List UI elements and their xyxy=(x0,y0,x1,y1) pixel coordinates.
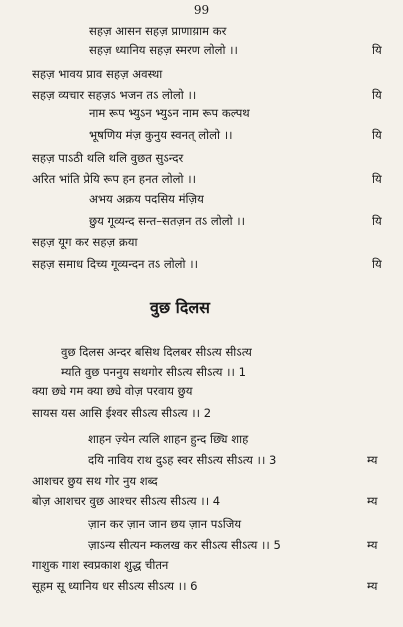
refrain-marker: म्य xyxy=(367,453,378,467)
verse-line: वुछ दिलस अन्दर बसिथ दिलबर सीऽत्य सीऽत्य xyxy=(61,345,252,359)
verse-line: ज़ान कर ज़ान जान छय ज़ान पऽजिय xyxy=(88,517,242,531)
verse-line: शाहन ज़्येन त्यलि शाहन हुन्द छ्यि शाह xyxy=(88,432,249,446)
verse-line: अरित भांति प्रेयि रूप हन हनत लोलो ।। xyxy=(32,172,196,186)
verse-line: सूहम सू ध्यानिय धर सीऽत्य सीऽत्य ।। 6 xyxy=(32,579,198,593)
section-title: वुछ दिलस xyxy=(150,298,210,317)
verse-line: सहज़ यूग कर सहज़ क्रया xyxy=(32,235,138,249)
verse-line: दयि नाविय राथ दुऽह स्वर सीऽत्य सीऽत्य ।। 3 xyxy=(88,453,277,467)
verse-line: ज़ाऽन्य सीत्यन म्कलख कर सीऽत्य सीऽत्य ।। 5 xyxy=(88,538,281,552)
refrain-marker: यि xyxy=(372,172,382,186)
verse-line: अभय अक्रय पदसिय मंज़िय xyxy=(89,192,204,206)
verse-line: नाम रूप भ्युऽन भ्युऽन नाम रूप कल्पथ xyxy=(89,106,250,120)
verse-line: सायस यस आसि ईश्वर सीऽत्य सीऽत्य ।। 2 xyxy=(32,406,212,420)
verse-line: क्या छ्ये गम क्या छ्ये वोज़ परवाय छुय xyxy=(32,384,193,398)
page-number: 99 xyxy=(193,3,210,17)
verse-line: आशचर छुय सथ गोर नुय शब्द xyxy=(32,474,158,488)
refrain-marker: म्य xyxy=(367,579,378,593)
verse-line: म्यति वुछ पननुय सथगोर सीऽत्य सीऽत्य ।। 1 xyxy=(61,365,247,379)
verse-line: भूषणिय मंज़ कुनुय स्वनत् लोलो ।। xyxy=(89,128,233,142)
refrain-marker: यि xyxy=(372,88,382,102)
verse-line: छुय गूव्यन्द सन्त–सतज़न तऽ लोलो ।। xyxy=(89,214,246,228)
verse-line: सहज़ ध्यानिय सहज़ स्मरण लोलो ।। xyxy=(89,43,238,57)
refrain-marker: यि xyxy=(372,257,382,271)
verse-line: सहज़ समाध दिच्य गूव्यन्दन तऽ लोलो ।। xyxy=(32,257,199,271)
verse-line: सहज़ भावय प्राव सहज़ अवस्था xyxy=(32,67,163,81)
verse-line: सहज़ आसन सहज़ प्राणाय़ाम कर xyxy=(89,24,227,38)
refrain-marker: यि xyxy=(372,43,382,57)
refrain-marker: म्य xyxy=(367,538,378,552)
verse-line: गाशुक गाश स्वप्रकाश शुद्ध चीतन xyxy=(32,558,169,572)
verse-line: सहज़ पाऽठी थलि थलि वुछत सुऽन्दर xyxy=(32,151,184,165)
verse-line: सहज़ व्यचार सहज़ऽ भजन तऽ लोलो ।। xyxy=(32,88,197,102)
refrain-marker: यि xyxy=(372,214,382,228)
verse-line: बोज़ आशचर वुछ आश्चर सीऽत्य सीऽत्य ।। 4 xyxy=(32,494,221,508)
refrain-marker: यि xyxy=(372,128,382,142)
refrain-marker: म्य xyxy=(367,494,378,508)
